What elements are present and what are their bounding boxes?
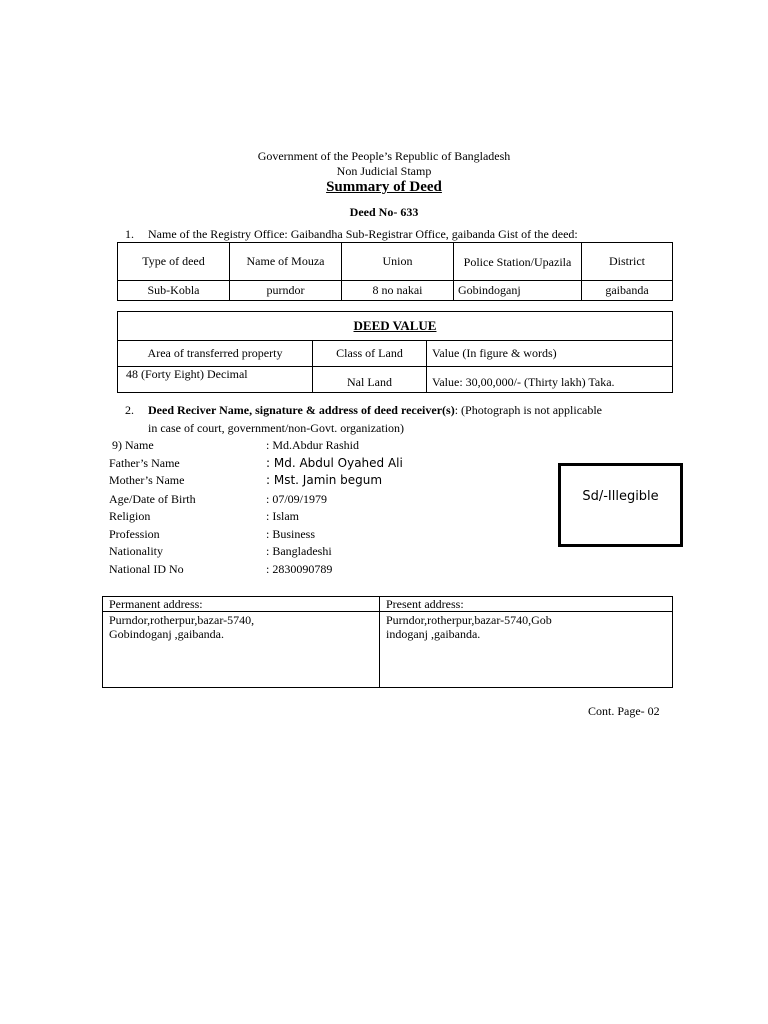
stamp-type: Non Judicial Stamp [336, 164, 432, 178]
cell-police-station: Gobindoganj [454, 281, 582, 301]
receiver-label-mother: Mother’s Name [109, 473, 185, 487]
receiver-label-father: Father’s Name [109, 456, 180, 470]
deed-value-header-row [118, 341, 673, 367]
cell-area: 48 (Forty Eight) Decimal [118, 367, 313, 393]
cell-class-of-land: Nal Land [313, 367, 427, 393]
header-name-of-mouza: Name of Mouza [230, 243, 342, 281]
permanent-address-value: Purndor,rotherpur,bazar-5740,Gobindoganj ,gaibanda. [103, 612, 380, 688]
receiver-value-mother: : Mst. Jamin begum [266, 473, 383, 487]
receiver-value-dob: : 07/09/1979 [266, 492, 328, 506]
receiver-value-religion: : Islam [266, 509, 299, 523]
receiver-label-name: 9) Name [109, 438, 154, 452]
section-2-bold-text: Deed Reciver Name, signature & address of deed receiver(s) [148, 403, 455, 417]
receiver-label-religion: Religion [109, 509, 151, 523]
receiver-value-nid: : 2830090789 [266, 562, 333, 576]
receiver-value-profession: : Business [266, 527, 316, 541]
header-police-station: Police Station/Upazila [454, 243, 582, 281]
header-district: District [582, 243, 673, 281]
section-2-line2: in case of court, government/non-Govt. organization) [148, 421, 405, 435]
government-heading: Government of the People’s Republic of Bangladesh [257, 149, 511, 163]
address-value-row [103, 612, 673, 688]
deed-number: Deed No- 633 [349, 205, 419, 219]
deed-value-title: DEED VALUE [118, 312, 673, 341]
cell-type-of-deed: Sub-Kobla [118, 281, 230, 301]
receiver-label-profession: Profession [109, 527, 160, 541]
section-1-number: 1. [125, 227, 134, 241]
receiver-label-nid: National ID No [109, 562, 184, 576]
section-2-rest-text: : (Photograph is not applicable [454, 403, 603, 417]
cell-mouza: purndor [230, 281, 342, 301]
cell-union: 8 no nakai [342, 281, 454, 301]
section-1-text: Name of the Registry Office: Gaibandha Sub-Registrar Office, gaibanda Gist of the deed: [148, 227, 578, 241]
receiver-value-father: : Md. Abdul Oyahed Ali [266, 456, 403, 470]
deed-table-row [118, 281, 673, 301]
cell-value: Value: 30,00,000/- (Thirty lakh) Taka. [427, 367, 673, 393]
header-class-of-land: Class of Land [313, 341, 427, 367]
present-address-value: Purndor,rotherpur,bazar-5740,Gobindoganj ,gaibanda. [380, 612, 673, 688]
cell-district: gaibanda [582, 281, 673, 301]
section-2-heading [148, 403, 602, 418]
receiver-label-dob: Age/Date of Birth [109, 492, 196, 506]
page-title: Summary of Deed [326, 179, 442, 195]
header-union: Union [342, 243, 454, 281]
address-header-row [103, 597, 673, 612]
address-table [102, 596, 673, 688]
receiver-value-nationality: : Bangladeshi [266, 544, 332, 558]
header-type-of-deed: Type of deed [118, 243, 230, 281]
receiver-value-name: : Md.Abdur Rashid [266, 438, 359, 452]
deed-value-title-row [118, 312, 673, 341]
deed-table [117, 242, 673, 301]
permanent-address-label: Permanent address: [103, 597, 380, 612]
deed-value-row [118, 367, 673, 393]
continuation-note: Cont. Page- 02 [588, 704, 660, 718]
section-2-number: 2. [125, 403, 134, 417]
deed-value-table [117, 311, 673, 393]
header-area: Area of transferred property [118, 341, 313, 367]
signature-box: Sd/-Illegible [558, 463, 683, 547]
header-value: Value (In figure & words) [427, 341, 673, 367]
receiver-label-nationality: Nationality [109, 544, 163, 558]
deed-table-header-row [118, 243, 673, 281]
present-address-label: Present address: [380, 597, 673, 612]
